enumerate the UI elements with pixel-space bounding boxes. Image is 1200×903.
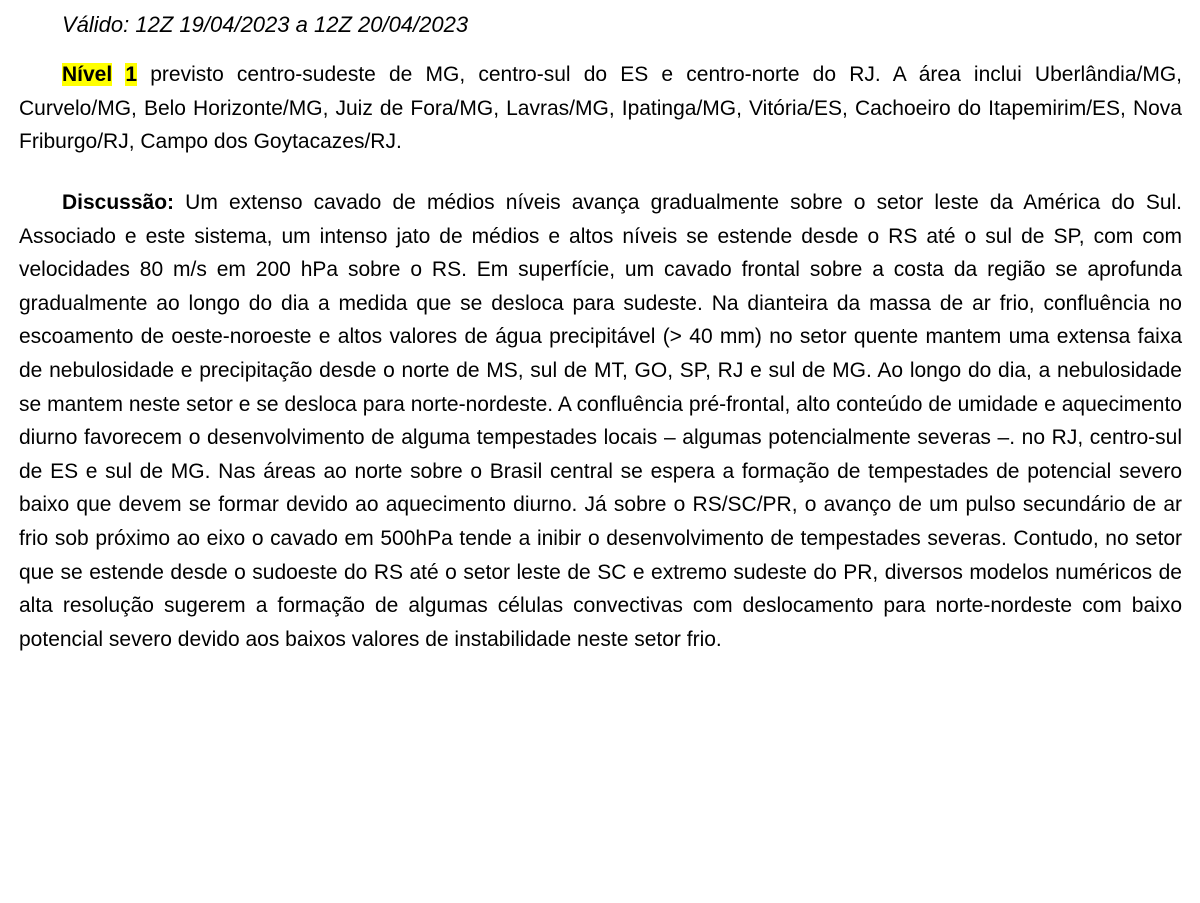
discussion-label: Discussão: [62,191,175,214]
level-description: previsto centro-sudeste de MG, centro-sul do ES e centro-norte do RJ. A área inclui Uberlândia/MG, Curvelo/MG, Belo Horizonte/MG, Juiz de Fora/MG, Lavras/MG, Ipatinga/MG, Vitória/ES, Cachoeiro do Itapemirim/ES, Nova Friburgo/RJ, Campo dos Goytacazes/RJ. [19,63,1182,154]
validity-period: Válido: 12Z 19/04/2023 a 12Z 20/04/2023 [62,12,469,37]
discussion-paragraph [19,186,1182,656]
level-paragraph [19,58,1182,159]
level-word: Nível [62,63,113,86]
discussion-text: Um extenso cavado de médios níveis avança gradualmente sobre o setor leste da América do Sul. Associado e este sistema, um intenso jato de médios e altos níveis se estende desde o RS até o sul de SP, com com velocidades 80 m/s em 200 hPa sobre o RS. Em superfície, um cavado frontal sobre a costa da região se aprofunda gradualmente ao longo do dia a medida que se desloca para sudeste. Na dianteira da massa de ar frio, confluência no escoamento de oeste-noroeste e altos valores de água precipitável (> 40 mm) no setor quente mantem uma extensa faixa de nebulosidade e precipitação desde o norte de MS, sul de MT, GO, SP, RJ e sul de MG. Ao longo do dia, a nebulosidade se mantem neste setor e se desloca para norte-nordeste. A confluência pré-frontal, alto conteúdo de umidade e aquecimento diurno favorecem o desenvolvimento de alguma tempestades locais – algumas potencialmente severas –. no RJ, centro-sul de ES e sul de MG. Nas áreas ao norte sobre o Brasil central se espera a formação de tempestades de potencial severo baixo que devem se formar devido ao aquecimento diurno. Já sobre o RS/SC/PR, o avanço de um pulso secundário de ar frio sob próximo ao eixo o cavado em 500hPa tende a inibir o desenvolvimento de tempestades severas. Contudo, no setor que se estende desde o sudoeste do RS até o setor leste de SC e extremo sudeste do PR, diversos modelos numéricos de alta resolução sugerem a formação de algumas células convectivas com deslocamento para norte-nordeste com baixo potencial severo devido aos baixos valores de instabilidade neste setor frio. [19,191,1182,651]
level-number: 1 [125,63,138,86]
